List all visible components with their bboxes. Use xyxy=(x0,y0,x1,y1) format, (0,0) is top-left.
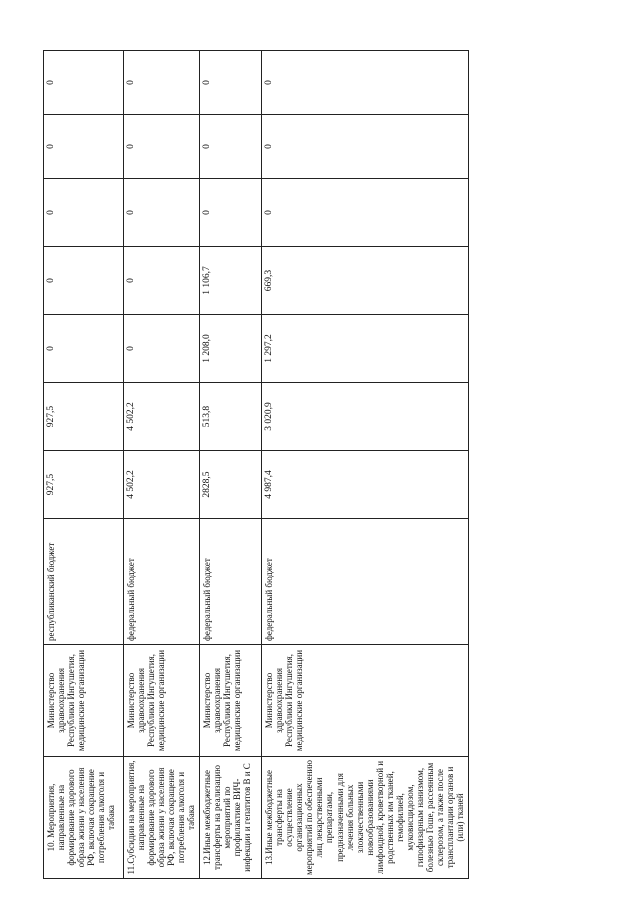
table-row xyxy=(124,51,200,879)
value-cell-year-5: 0 xyxy=(44,115,124,179)
executor-cell: Министерство здравоохранения Республики Ингушетия, медицинские организации xyxy=(262,645,469,757)
value-cell-year-5: 0 xyxy=(200,115,262,179)
value-cell-year-2: 0 xyxy=(44,315,124,383)
value-cell-year-2: 1 297,2 xyxy=(262,315,469,383)
value-cell-year-3: 669,3 xyxy=(262,247,469,315)
table-row xyxy=(262,51,469,879)
measure-name-cell: 11.Субсидии на мероприятия, направленные на формирование здорового образа жизни у населения РФ, включая сокращение потребления алкоголя и табака xyxy=(124,757,200,879)
value-cell-year-2: 0 xyxy=(124,315,200,383)
value-cell-total: 4 987,4 xyxy=(262,451,469,519)
table-row xyxy=(44,51,124,879)
value-cell-year-5: 0 xyxy=(262,115,469,179)
value-cell-year-1: 4 502,2 xyxy=(124,383,200,451)
value-cell-year-2: 1 208,0 xyxy=(200,315,262,383)
measure-name-cell: 10. Мероприятия, направленные на формирование здорового образа жизни у населения РФ, включая сокращение потребления алкоголя и табака xyxy=(44,757,124,879)
value-cell-year-3: 1 106,7 xyxy=(200,247,262,315)
measure-name-cell: 13.Иные межбюджетные трансферты на осуществление организационных мероприятий по обеспечению лиц лекарственными препаратами, предназначенными для лечения больных злокачественными новообразованиями лимфоидной, кроветворной и родственных им тканей, гемофилией, муковисцидозом, гипофизарным нанизмом, болезнью Гоше, рассеянным склерозом, а также после трансплантации органов и (или) тканей xyxy=(262,757,469,879)
executor-cell: Министерство здравоохранения Республики Ингушетия, медицинские организации xyxy=(44,645,124,757)
value-cell-year-6: 0 xyxy=(200,51,262,115)
executor-cell: Министерство здравоохранения Республики Ингушетия, медицинские организации xyxy=(124,645,200,757)
value-cell-year-1: 513,8 xyxy=(200,383,262,451)
value-cell-year-6: 0 xyxy=(124,51,200,115)
table-row xyxy=(200,51,262,879)
budget-table xyxy=(43,50,469,879)
value-cell-year-4: 0 xyxy=(200,179,262,247)
value-cell-year-6: 0 xyxy=(44,51,124,115)
value-cell-total: 4 502,2 xyxy=(124,451,200,519)
funding-source-cell: федеральный бюджет xyxy=(200,519,262,645)
rotated-table-inner xyxy=(43,51,466,879)
funding-source-cell: федеральный бюджет xyxy=(262,519,469,645)
measure-name-cell: 12.Иные межбюджетные трансферты на реализацию мероприятий по профилактике ВИЧ-инфекции и гепатитов В и С xyxy=(200,757,262,879)
value-cell-year-4: 0 xyxy=(262,179,469,247)
value-cell-total: 927,5 xyxy=(44,451,124,519)
value-cell-year-5: 0 xyxy=(124,115,200,179)
value-cell-year-3: 0 xyxy=(124,247,200,315)
value-cell-year-1: 927,5 xyxy=(44,383,124,451)
value-cell-year-3: 0 xyxy=(44,247,124,315)
value-cell-year-4: 0 xyxy=(124,179,200,247)
value-cell-year-1: 3 020,9 xyxy=(262,383,469,451)
funding-source-cell: федеральный бюджет xyxy=(124,519,200,645)
value-cell-total: 2828,5 xyxy=(200,451,262,519)
executor-cell: Министерство здравоохранения Республики Ингушетия, медицинские организации xyxy=(200,645,262,757)
funding-source-cell: республиканский бюджет xyxy=(44,519,124,645)
value-cell-year-6: 0 xyxy=(262,51,469,115)
rotated-table-wrapper xyxy=(43,51,466,879)
value-cell-year-4: 0 xyxy=(44,179,124,247)
